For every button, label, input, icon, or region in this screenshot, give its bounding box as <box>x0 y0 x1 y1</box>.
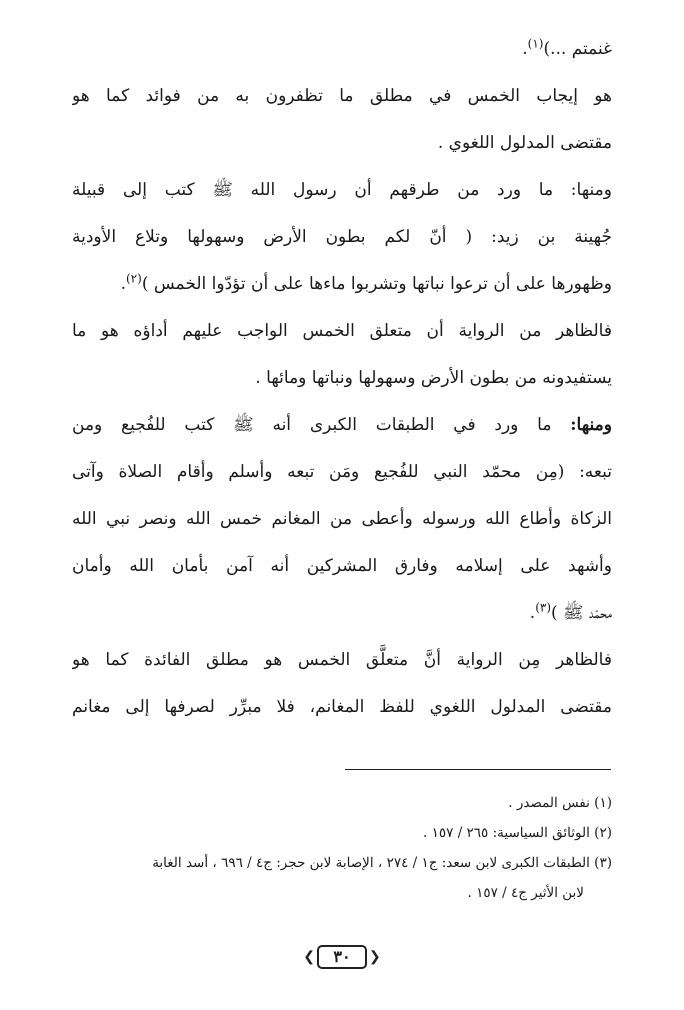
text-line: غنمتم ...)$^{(١)}$. <box>522 36 612 59</box>
text-line: يستفيدونه من بطون الأرض وسهولها ونباتها ومائها . <box>255 368 612 388</box>
text-line: وأشهد على إسلامه وفارق المشركين أنه آمن بأمان الله وأمان <box>72 556 612 576</box>
footnote: (٣) الطبقات الكبرى لابن سعد: ج١ / ٢٧٤ ، الإصابة لابن حجر: ج٤ / ٦٩٦ ، أسد الغابة <box>152 855 612 871</box>
text-line: مقتضى المدلول اللغوي للفظ المغانم، فلا مبرِّر لصرفها إلى مغانم <box>72 697 612 717</box>
text-line: هو إيجاب الخمس في مطلق ما تظفرون به من فوائد كما هو <box>72 86 612 106</box>
text-line: محمّد ﷺ )$^{(٣)}$. <box>529 600 612 623</box>
page-number <box>303 942 381 972</box>
text-line: فالظاهر مِن الرواية أنَّ متعلَّق الخمس هو مطلق الفائدة كما هو <box>72 650 612 670</box>
text-line: الزكاة وأطاع الله ورسوله وأعطى من المغانم خمس الله ونصر نبي الله <box>72 509 612 529</box>
text-line: فالظاهر من الرواية أن متعلق الخمس الواجب عليهم أداؤه هو ما <box>72 321 612 341</box>
footnote-continuation: لابن الأثير ج٤ / ١٥٧ . <box>467 885 584 901</box>
text-line: ومنها: ما ورد في الطبقات الكبرى أنه ﷺ كتب للفُجيع ومن <box>72 415 612 435</box>
footnote-ref: (٢) <box>125 271 142 286</box>
keyword: ومنها: <box>570 415 612 435</box>
footnote-separator <box>345 769 611 770</box>
ornament-icon: ❮ <box>369 949 381 965</box>
main-text <box>72 26 612 731</box>
footnotes <box>72 788 612 908</box>
footnote: (٢) الوثائق السياسية: ٢٦٥ / ١٥٧ . <box>423 825 612 841</box>
page-number-value: ٣٠ <box>317 945 367 969</box>
text-line: تبعه: (مِن محمّد النبي للفُجيع ومَن تبعه وأسلم وأقام الصلاة وآتى <box>72 462 612 482</box>
footnote: (١) نفس المصدر . <box>508 795 612 811</box>
text-line: وظهورها على أن ترعوا نباتها وتشربوا ماءها على أن تؤدّوا الخمس )$^{(٢)}$. <box>120 271 612 294</box>
text-line: ومنها: ما ورد من طرقهم أن رسول الله ﷺ كتب إلى قبيلة <box>72 180 612 200</box>
footnote-ref: (١) <box>527 36 544 51</box>
footnote-ref: (٣) <box>535 600 552 615</box>
text-line: مقتضى المدلول اللغوي . <box>437 133 612 153</box>
text-line: جُهينة بن زيد: ( أنّ لكم بطون الأرض وسهولها وتلاع الأودية <box>72 227 612 247</box>
ornament-icon: ❯ <box>303 949 315 965</box>
